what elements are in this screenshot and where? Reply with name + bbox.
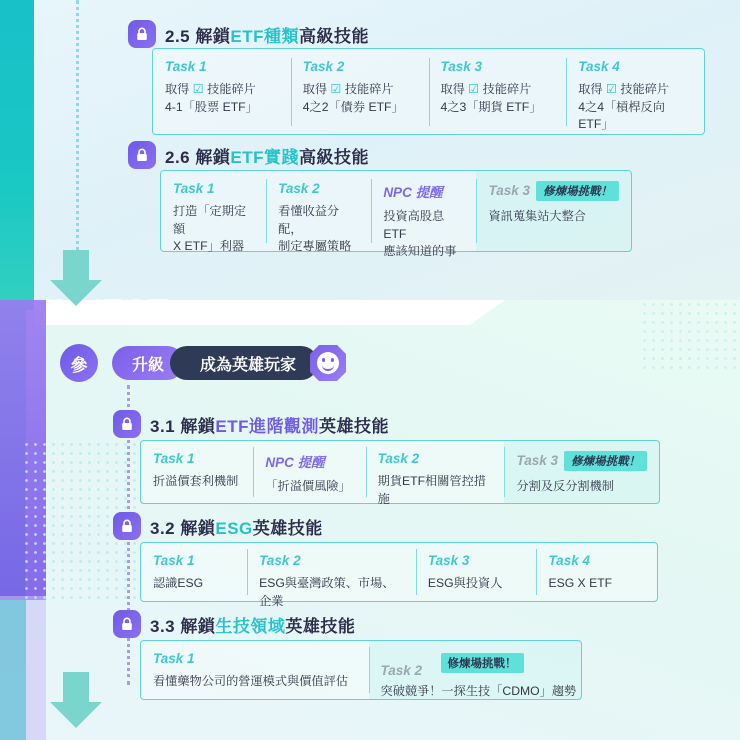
task-cell[interactable] [291, 49, 429, 134]
task-text: 折溢價套利機制 [153, 474, 239, 488]
task-card-group-2-5 [152, 48, 705, 135]
section-title-part-plain-1: 解鎖 [180, 416, 216, 436]
section-title-part-plain-2: 高級技能 [298, 147, 369, 167]
task-text: 看懂藥物公司的營運模式與價值評估 [153, 674, 348, 688]
task-text [383, 208, 464, 261]
task-label: Task 1 [153, 651, 195, 666]
task-label: Task 4 [548, 553, 590, 568]
task-label: Task 2 [302, 59, 345, 74]
task-label: Task 2 [259, 553, 301, 568]
task-text [303, 81, 417, 116]
task-text-mid: 技能碎片 [616, 82, 670, 96]
section-title-part-hl-1: ETF種類 [230, 26, 299, 46]
section-title-part-plain-1: 解鎖 [180, 616, 216, 636]
task-text-line2: 應該知道的事 [383, 244, 457, 259]
task-label: Task 3 [427, 553, 470, 568]
section-number-2-6: 2.6 [165, 147, 191, 167]
section-title-3-3 [150, 612, 355, 637]
npc-label: NPC 提醒 [383, 185, 443, 200]
task-text: 突破競爭！一探生技「CDMO」趨勢 [380, 684, 577, 698]
lock-icon [113, 410, 141, 438]
task-text-pre: 取得 [578, 82, 607, 96]
section-title-part-plain-2: 英雄技能 [252, 518, 323, 538]
section-title-part-hl-1: 生技領域 [215, 616, 286, 636]
section-title-part-plain-2: 高級技能 [298, 26, 369, 46]
task-label [381, 663, 423, 678]
section-number-2-5: 2.5 [165, 26, 191, 46]
section-header-3-2[interactable] [113, 512, 323, 540]
section-title-part-plain-1: 解鎖 [195, 26, 231, 46]
section-title-part-hl-1: ETF實踐 [230, 147, 299, 167]
task-label: Task 3 [440, 59, 483, 74]
section-header-2-5[interactable] [128, 20, 369, 48]
task-cell[interactable] [141, 641, 369, 699]
task-card-group-3-1 [140, 440, 660, 504]
task-text-line2: 4之3「期貨 ETF」 [440, 99, 542, 114]
task-cell[interactable] [153, 49, 291, 134]
task-card-group-3-3 [140, 640, 582, 700]
task-text-pre: 取得 [302, 82, 331, 96]
lock-icon [113, 512, 141, 540]
task-cell-npc[interactable] [371, 171, 476, 259]
section-title-2-6 [165, 143, 369, 168]
task-cell[interactable] [141, 441, 253, 503]
task-text: 「折溢價風險」 [265, 479, 351, 493]
lock-icon [113, 610, 141, 638]
task-cell[interactable] [366, 441, 505, 506]
lock-icon [128, 141, 156, 169]
section-number-3-2: 3.2 [150, 518, 176, 538]
check-icon: ☑ [606, 82, 617, 96]
task-label [516, 451, 647, 471]
task-label: Task 2 [377, 451, 420, 466]
section-number-3-1: 3.1 [150, 416, 176, 436]
task-text: 期貨ETF相關管控措施 [377, 474, 486, 506]
task-cell-challenge[interactable] [476, 171, 631, 251]
smiley-icon [310, 345, 346, 381]
task-cell-challenge[interactable] [504, 441, 659, 503]
task-label [488, 181, 619, 201]
section-title-part-hl-1: ETF進階觀測 [215, 416, 319, 436]
task-cell-npc[interactable] [253, 441, 365, 503]
task-card-group-2-6 [160, 170, 632, 259]
stage-number-badge: 參 [60, 344, 98, 382]
task-card-group-3-2 [140, 542, 658, 608]
task-label-text: Task 3 [488, 183, 530, 198]
task-text-line2: 4-1「股票 ETF」 [165, 99, 258, 114]
section-title-part-plain-1: 解鎖 [180, 518, 216, 538]
task-text: 分割及反分割機制 [516, 479, 614, 493]
section-header-2-6[interactable] [128, 141, 369, 169]
task-text [578, 81, 692, 134]
task-text-line1: 打造「定期定額 [173, 204, 247, 236]
task-cell[interactable] [429, 49, 567, 134]
section-title-part-hl-1: ESG [215, 518, 253, 538]
task-text-mid: 技能碎片 [479, 82, 532, 96]
challenge-badge: 修煉場挑戰！ [441, 653, 524, 673]
task-label-text: Task 2 [380, 663, 423, 678]
task-text-line1: 投資高股息ETF [383, 209, 445, 241]
task-label-text: Task 3 [516, 453, 559, 468]
check-icon: ☑ [468, 82, 480, 96]
task-cell[interactable] [161, 171, 266, 254]
task-label: Task 1 [165, 59, 207, 74]
task-label: Task 4 [578, 59, 620, 74]
task-text-pre: 取得 [165, 82, 193, 96]
challenge-badge: 修煉場挑戰！ [564, 451, 647, 471]
section-header-3-1[interactable] [113, 410, 389, 438]
task-text [173, 203, 254, 256]
stage-pill-title[interactable]: 成為英雄玩家 [170, 346, 318, 380]
check-icon: ☑ [192, 82, 204, 96]
task-text [165, 81, 279, 116]
task-text: ESG與投資人 [427, 576, 503, 590]
task-cell[interactable] [141, 543, 247, 601]
task-text-line2: 4之2「債券 ETF」 [302, 99, 404, 114]
task-cell[interactable] [266, 171, 371, 254]
task-text-pre: 取得 [440, 82, 469, 96]
task-text [488, 208, 619, 226]
task-cell-challenge[interactable] [369, 641, 581, 699]
task-text-mid: 技能碎片 [341, 82, 394, 96]
task-text-line1: 看懂收益分配， [278, 204, 340, 236]
task-text-line2: 制定專屬策略 [278, 239, 352, 254]
task-text-line2: 4之4「槓桿反向 ETF」 [578, 99, 665, 132]
section-title-2-5 [165, 22, 369, 47]
task-text-line2: X ETF」利器 [173, 239, 245, 254]
task-cell[interactable] [416, 543, 537, 601]
section-header-3-3[interactable] [113, 610, 355, 638]
task-label: Task 2 [278, 181, 320, 196]
task-text: ESG X ETF [548, 576, 613, 590]
task-text [441, 81, 555, 116]
task-label: Task 1 [153, 553, 195, 568]
task-text-mid: 技能碎片 [203, 82, 256, 96]
stage-pill-upgrade[interactable]: 升級 [112, 346, 184, 380]
task-label: Task 1 [153, 451, 195, 466]
challenge-badge: 修煉場挑戰！ [536, 181, 619, 201]
ghost-watermark-text: INVEST [44, 292, 170, 329]
task-cell[interactable] [566, 49, 704, 134]
task-cell[interactable] [536, 543, 657, 601]
npc-label: NPC 提醒 [265, 455, 325, 470]
section-number-3-3: 3.3 [150, 616, 176, 636]
task-label: Task 1 [173, 181, 215, 196]
section-title-part-plain-2: 英雄技能 [318, 416, 389, 436]
section-title-3-1 [150, 412, 389, 437]
section-title-part-plain-1: 解鎖 [195, 147, 231, 167]
task-text: 認識ESG [153, 576, 204, 590]
lock-icon [128, 20, 156, 48]
section-title-part-plain-2: 英雄技能 [285, 616, 356, 636]
check-icon: ☑ [330, 82, 342, 96]
task-cell[interactable] [247, 543, 416, 608]
task-text: ESG與臺灣政策、市場、企業 [259, 576, 395, 608]
task-text-line1: 資訊蒐集站大整合 [488, 209, 586, 223]
task-text [278, 203, 359, 256]
stage-header[interactable] [60, 344, 346, 382]
section-title-3-2 [150, 514, 323, 539]
